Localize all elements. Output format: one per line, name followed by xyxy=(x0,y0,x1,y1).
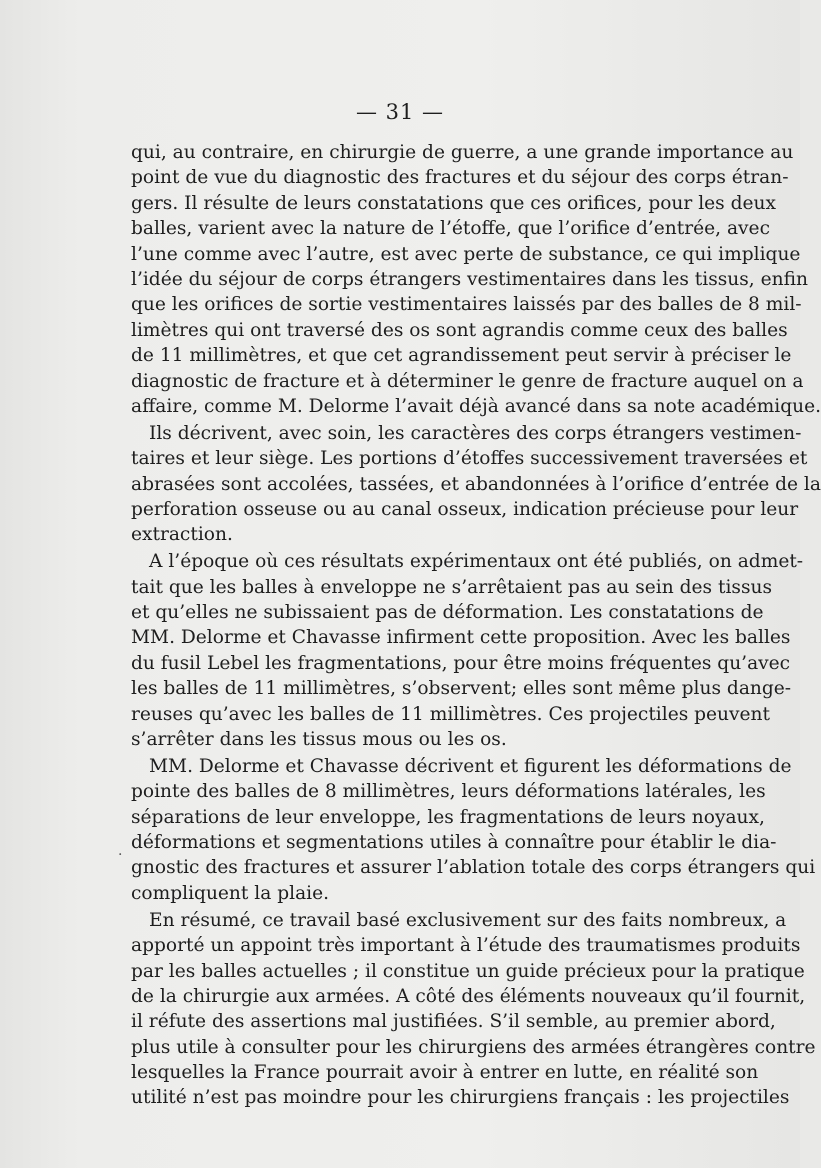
text-line: affaire, comme M. Delorme l’avait déjà avancé dans sa note académique. xyxy=(131,395,821,417)
text-line: séparations de leur enveloppe, les fragmentations de leurs noyaux, xyxy=(131,806,765,828)
text-line: s’arrêter dans les tissus mous ou les os. xyxy=(131,728,507,750)
paragraph xyxy=(131,549,804,752)
page-number: — 31 — xyxy=(355,100,445,124)
text-line: déformations et segmentations utiles à connaître pour établir le dia- xyxy=(131,832,777,854)
text-line: limètres qui ont traversé des os sont agrandis comme ceux des balles xyxy=(131,319,788,341)
text-line: gnostic des fractures et assurer l’ablation totale des corps étrangers qui xyxy=(131,857,816,879)
text-line: Ils décrivent, avec soin, les caractères des corps étrangers vestimen- xyxy=(149,422,802,444)
text-line: point de vue du diagnostic des fractures et du séjour des corps étran- xyxy=(131,167,789,189)
text-line: diagnostic de fracture et à déterminer le genre de fracture auquel on a xyxy=(131,370,804,392)
text-line: l’idée du séjour de corps étrangers vestimentaires dans les tissus, enfin xyxy=(131,268,808,290)
text-line: tait que les balles à enveloppe ne s’arrêtaient pas au sein des tissus xyxy=(131,576,773,598)
paragraph xyxy=(131,908,816,1111)
text-line: de la chirurgie aux armées. A côté des éléments nouveaux qu’il fournit, xyxy=(131,985,806,1007)
text-line: par les balles actuelles ; il constitue un guide précieux pour la pratique xyxy=(131,960,805,982)
text-line: extraction. xyxy=(131,524,233,546)
text-line: il réfute des assertions mal justifiées. S’il semble, au premier abord, xyxy=(131,1011,776,1033)
paragraph xyxy=(131,754,816,906)
text-line: MM. Delorme et Chavasse décrivent et figurent les déformations de xyxy=(149,755,792,777)
body-text xyxy=(131,140,821,1111)
text-line: taires et leur siège. Les portions d’étoffes successivement traversées et xyxy=(131,448,808,470)
text-line: plus utile à consulter pour les chirurgiens des armées étrangères contre xyxy=(131,1036,816,1058)
text-line: que les orifices de sortie vestimentaires laissés par des balles de 8 mil- xyxy=(131,294,802,316)
text-line: MM. Delorme et Chavasse infirment cette proposition. Avec les balles xyxy=(131,627,791,649)
text-line: utilité n’est pas moindre pour les chirurgiens français : les projectiles xyxy=(131,1087,790,1109)
text-line: de 11 millimètres, et que cet agrandissement peut servir à préciser le xyxy=(131,345,792,367)
text-line: et qu’elles ne subissaient pas de déformation. Les constatations de xyxy=(131,602,764,624)
text-line: apporté un appoint très important à l’étude des traumatismes produits xyxy=(131,935,801,957)
text-line: du fusil Lebel les fragmentations, pour être moins fréquentes qu’avec xyxy=(131,652,791,674)
text-line: En résumé, ce travail basé exclusivement sur des faits nombreux, a xyxy=(149,909,787,931)
text-line: l’une comme avec l’autre, est avec perte de substance, ce qui implique xyxy=(131,243,801,265)
text-line: les balles de 11 millimètres, s’observent; elles sont même plus dange- xyxy=(131,678,792,700)
text-line: gers. Il résulte de leurs constatations que ces orifices, pour les deux xyxy=(131,192,776,214)
text-line: reuses qu’avec les balles de 11 millimètres. Ces projectiles peuvent xyxy=(131,703,770,725)
text-line: balles, varient avec la nature de l’étoffe, que l’orifice d’entrée, avec xyxy=(131,218,770,240)
text-line: A l’époque où ces résultats expérimentaux ont été publiés, on admet- xyxy=(149,551,804,573)
paragraph xyxy=(131,421,821,548)
text-line: pointe des balles de 8 millimètres, leurs déformations latérales, les xyxy=(131,781,766,803)
text-line: abrasées sont accolées, tassées, et abandonnées à l’orifice d’entrée de la xyxy=(131,473,821,495)
margin-mark: · xyxy=(118,847,123,863)
text-line: qui, au contraire, en chirurgie de guerre, a une grande importance au xyxy=(131,142,794,163)
text-line: perforation osseuse ou au canal osseux, indication précieuse pour leur xyxy=(131,498,799,520)
text-line: lesquelles la France pourrait avoir à entrer en lutte, en réalité son xyxy=(131,1062,759,1084)
text-line: compliquent la plaie. xyxy=(131,882,330,904)
paragraph xyxy=(131,140,821,419)
